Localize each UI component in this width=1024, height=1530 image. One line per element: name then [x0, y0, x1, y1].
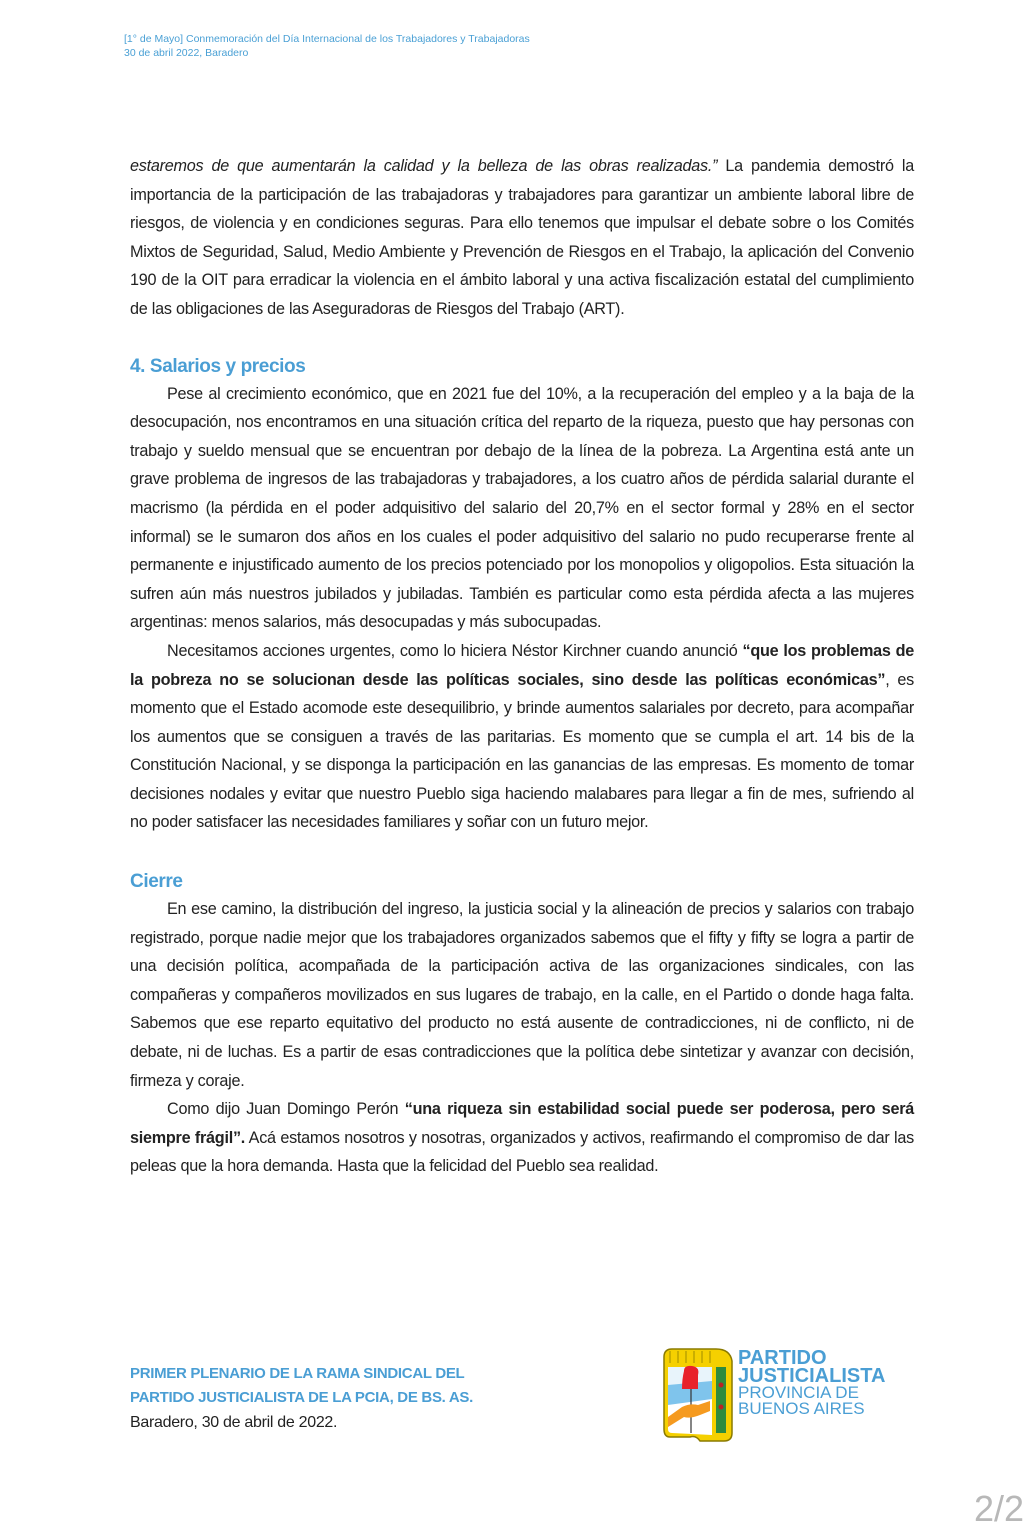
signature-org-line-2: PARTIDO JUSTICIALISTA DE LA PCIA, DE BS. AS. — [130, 1389, 473, 1406]
cierre-paragraph-2: Como dijo Juan Domingo Perón “una riqueza sin estabilidad social puede ser poderosa, pero será siempre frágil”. Acá estamos nosotros y nosotras, organizados y activos, reafirmando el compromiso de dar las peleas que la hora demanda. Hasta que la felicidad del Pueblo sea realidad. — [130, 1100, 914, 1176]
section-heading-salarios: 4. Salarios y precios — [130, 355, 306, 377]
page-number: 2/2 — [974, 1488, 1024, 1529]
partido-justicialista-logo — [660, 1345, 930, 1445]
logo-text: PARTIDO JUSTICIALISTA PROVINCIA DE BUENOS AIRES — [738, 1347, 886, 1418]
peron-quote: “una riqueza sin estabilidad social puede ser poderosa, pero será siempre frágil”. — [130, 1100, 914, 1147]
header-title: [1° de Mayo] Conmemoración del Día Internacional de los Trabajadores y Trabajadoras — [124, 33, 530, 45]
document-body — [130, 152, 914, 1181]
salarios-paragraph-1: Pese al crecimiento económico, que en 2021 fue del 10%, a la recuperación del empleo y a la baja de la desocupación, nos encontramos en una situación crítica del reparto de la riqueza, puesto que hay personas con trabajo y sueldo mensual que se encuentran por debajo de la línea de la pobreza. La Argentina está ante un grave problema de ingresos de las trabajadoras y trabajadores, a los cuatro años de pérdida salarial durante el macrismo (la pérdida en el poder adquisitivo del salario del 20,7% en el sector formal y 28% en el sector informal) se le sumaron dos años en los cuales el poder adquisitivo del salario no pudo recuperarse frente al permanente e injustificado aumento de los precios potenciado por los monopolios y oligopolios. Esta situación la sufren aún más nuestros jubilados y jubiladas. También es particular como esta pérdida afecta a las mujeres argentinas: menos salarios, más desocupadas y más subocupadas. — [130, 384, 914, 632]
document-header — [124, 32, 530, 60]
kirchner-quote: “que los problemas de la pobreza no se solucionan desde las políticas sociales, sino desde las políticas económicas” — [130, 641, 914, 689]
quote-ending: estaremos de que aumentarán la calidad y la belleza de las obras realizadas.” — [130, 157, 718, 175]
pj-shield-icon — [660, 1345, 736, 1445]
signature-date: Baradero, 30 de abril de 2022. — [130, 1414, 338, 1431]
cierre-paragraph-1: En ese camino, la distribución del ingreso, la justicia social y la alineación de precios y salarios con trabajo registrado, porque nadie mejor que los trabajadores organizados sabemos que el fifty y fifty se logra a partir de una decisión política, acompañada de la participación activa de las organizaciones sindicales, con las compañeras y compañeros movilizados en sus lugares de trabajo, en la calle, en el Partido o donde haga falta. Sabemos que ese reparto equitativo del producto no está ausente de contradicciones, ni de conflicto, ni de debate, ni de luchas. Es a partir de esas contradicciones que la política debe sintetizar y avanzar con decisión, firmeza y coraje. — [130, 900, 914, 1090]
signature-block — [130, 1362, 473, 1436]
section-heading-cierre: Cierre — [130, 871, 183, 893]
signature-org-line-1: PRIMER PLENARIO DE LA RAMA SINDICAL DEL — [130, 1365, 465, 1382]
salarios-paragraph-2: Necesitamos acciones urgentes, como lo hiciera Néstor Kirchner cuando anunció “que los problemas de la pobreza no se solucionan desde las políticas sociales, sino desde las políticas económicas”, es momento que el Estado acomode este desequilibrio, y brinde aumentos salariales por decreto, para acompañar los aumentos que se consiguen a través de las paritarias. Es momento que se cumpla el art. 14 bis de la Constitución Nacional, y se disponga la participación en las ganancias de las empresas. Es momento de tomar decisiones nodales y evitar que nuestro Pueblo siga haciendo malabares para llegar a fin de mes, sufriendo al no poder satisfacer las necesidades familiares y soñar con un futuro mejor. — [130, 641, 915, 832]
intro-paragraph: estaremos de que aumentarán la calidad y la belleza de las obras realizadas.” La pandemia demostró la importancia de la participación de las trabajadoras y trabajadores para garantizar un ambiente laboral libre de riesgos, de violencia y en condiciones seguras. Para ello tenemos que impulsar el debate sobre o los Comités Mixtos de Seguridad, Salud, Medio Ambiente y Prevención de Riesgos en el Trabajo, la aplicación del Convenio 190 de la OIT para erradicar la violencia en el ámbito laboral y una activa fiscalización estatal del cumplimiento de las obligaciones de las Aseguradoras de Riesgos del Trabajo (ART). — [130, 157, 914, 318]
header-date-location: 30 de abril 2022, Baradero — [124, 47, 249, 59]
